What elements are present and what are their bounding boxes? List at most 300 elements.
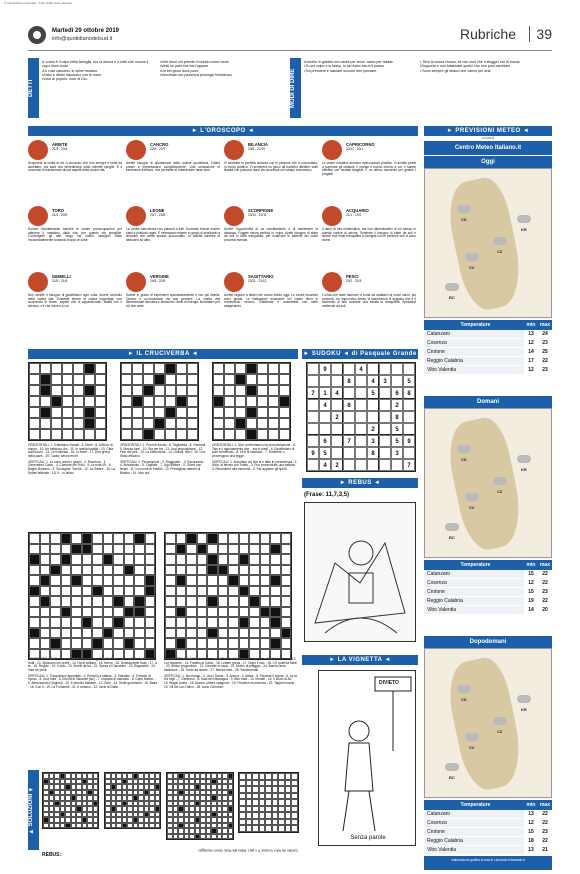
grid-cell	[224, 374, 235, 385]
grid-cell	[186, 607, 197, 618]
grid-cell	[176, 617, 187, 628]
grid-cell	[279, 418, 290, 429]
sudoku-cell	[307, 435, 319, 447]
grid-cell	[95, 407, 106, 418]
region-shape	[442, 174, 528, 314]
grid-cell	[257, 429, 268, 440]
sudoku-cell	[367, 399, 379, 411]
rebus-title: ► REBUS ◄	[302, 478, 418, 488]
sudoku-cell	[331, 363, 343, 375]
map-city-code: VV	[469, 745, 475, 750]
grid-cell	[92, 617, 103, 628]
grid-cell	[281, 607, 292, 618]
grid-cell	[92, 544, 103, 555]
grid-cell	[29, 385, 40, 396]
grid-cell	[124, 565, 135, 576]
grid-cell	[61, 544, 72, 555]
grid-cell	[95, 418, 106, 429]
grid-cell	[29, 363, 40, 374]
grid-cell	[84, 407, 95, 418]
sudoku-cell	[307, 423, 319, 435]
clues-orizzontali: ORIZZONTALI: 1. Grossa onda - 6. Ludovico dogelle - 11. Si ciane con i Coilasi - 12. Dolci frutti - 13. Spicuano nei profili - 14. Ha di solitaro - 15. Nemo - 16. Dinasta delle Isole - 17. A te - 18. Regole - 19. Il zolo - 20. Mobili da far - 22. Spesa di Giacobbe - 23. Raganelle - 24. Vale tre piedi.	[28, 657, 157, 673]
grid-cell	[71, 575, 82, 586]
grid-cell	[134, 533, 145, 544]
grid-cell	[82, 596, 93, 607]
grid-cell	[207, 533, 218, 544]
zodiac-icon	[224, 206, 244, 226]
grid-cell	[260, 638, 271, 649]
grid-cell	[40, 628, 51, 639]
grid-cell	[279, 396, 290, 407]
grid-cell	[50, 575, 61, 586]
region-shape	[442, 414, 528, 554]
grid-cell	[235, 407, 246, 418]
grid-cell	[186, 565, 197, 576]
grid-cell	[29, 586, 40, 597]
temperature-header	[424, 320, 552, 330]
detti-tab: DETTI	[28, 58, 39, 118]
temperature-header-cell: min	[526, 802, 536, 808]
grid-cell	[143, 418, 154, 429]
rebus-frase: (Frase: 11,7,3,5)	[304, 492, 350, 498]
grid-cell	[270, 575, 281, 586]
grid-cell	[113, 565, 124, 576]
grid-cell	[50, 617, 61, 628]
grid-cell	[113, 554, 124, 565]
grid-cell	[71, 533, 82, 544]
sudoku-cell	[307, 375, 319, 387]
grid-cell	[239, 607, 250, 618]
grid-cell	[143, 396, 154, 407]
grid-cell	[121, 418, 132, 429]
grid-cell	[260, 586, 271, 597]
grid-cell	[29, 565, 40, 576]
grid-cell	[270, 554, 281, 565]
sign-dates: 22/12 - 20/1	[346, 147, 364, 151]
temperature-header-cell: Temperature	[460, 562, 491, 568]
grid-cell	[260, 554, 271, 565]
grid-cell	[82, 617, 93, 628]
temperature-row	[424, 597, 552, 606]
sudoku-cell	[331, 375, 343, 387]
contact-email[interactable]: info@quotidianodelsud.it	[52, 36, 113, 42]
temperature-header	[424, 800, 552, 810]
grid-cell	[113, 628, 124, 639]
grid-cell	[270, 607, 281, 618]
clues-verticali: VERTICALI: 1. Trasportano appentati - 2. Pericolo a statica - 3. Stardato - 4. Periodo di riposo - 5. Una nota - 6. Erinna di Vacanze (sic) - 7. Imposto di mancato - 8. Dopo festivo - 9. Attrezzatura (Grigioni) - 10. Il vecchio Malawe - 12. Gelo - 14. Sedili gommanti - 16. Basa - 18. Con il - 19. La Fornarelli - 21. Il romano - 22. Inizio di Dalla.	[28, 673, 157, 689]
sudoku-cell: 5	[391, 435, 403, 447]
map-city-code: RC	[449, 775, 455, 780]
temperature-cell: 22	[538, 579, 552, 587]
cloud-icon	[457, 205, 471, 213]
sudoku-cell	[403, 423, 415, 435]
grid-cell	[40, 429, 51, 440]
sudoku-cell: 8	[403, 387, 415, 399]
sudoku-cell	[307, 399, 319, 411]
sign-name: BILANCIA	[248, 142, 269, 147]
grid-cell	[165, 628, 176, 639]
grid-cell	[218, 565, 229, 576]
grid-cell	[62, 374, 73, 385]
grid-cell	[165, 533, 176, 544]
cloud-icon	[493, 477, 507, 485]
grid-cell	[51, 363, 62, 374]
grid-cell	[270, 565, 281, 576]
temperature-cell: 17	[524, 357, 538, 365]
grid-cell	[113, 533, 124, 544]
grid-cell	[213, 407, 224, 418]
grid-cell	[281, 617, 292, 628]
sudoku-cell	[331, 435, 343, 447]
map-city-code: CZ	[497, 489, 503, 494]
map-city-code: VV	[469, 265, 475, 270]
grid-cell	[40, 575, 51, 586]
meteo-title: ► PREVISIONI METEO ◄	[424, 126, 552, 136]
temperature-cell: 14	[524, 348, 538, 356]
grid-cell	[95, 374, 106, 385]
grid-cell	[40, 607, 51, 618]
grid-cell	[92, 554, 103, 565]
oroscopo-section	[28, 140, 418, 340]
zodiac-icon	[322, 272, 342, 292]
clues-orizzontali: ORIZZONTALI: 1. Il fantasco Donati - 6. Nomi - 8. Articolo di donna - 10. Un bellicoso dio - 11. In quella località - 13. Città sull'Isonzo - 14. Le miniblast - 16. In mare - 17. Dea greca della pace - 19. Caoto, senza errori.	[28, 443, 113, 459]
grid-cell	[176, 638, 187, 649]
grid-cell	[143, 374, 154, 385]
grid-cell	[29, 533, 40, 544]
grid-cell	[246, 429, 257, 440]
sudoku-cell: 6	[319, 435, 331, 447]
grid-cell	[249, 565, 260, 576]
sudoku-cell	[391, 363, 403, 375]
grid-cell	[113, 575, 124, 586]
grid-cell	[268, 418, 279, 429]
temperature-cell: 23	[538, 366, 552, 374]
grid-cell	[29, 407, 40, 418]
cloud-icon	[445, 283, 459, 291]
grid-cell	[187, 385, 198, 396]
grid-cell	[228, 834, 234, 840]
grid-cell	[218, 554, 229, 565]
sudoku-cell	[355, 435, 367, 447]
grid-cell	[71, 607, 82, 618]
grid-cell	[124, 628, 135, 639]
temperature-header-cell: max	[539, 322, 550, 328]
sign-dates: 24/8 - 22/9	[150, 279, 166, 283]
grid-cell	[257, 363, 268, 374]
grid-cell	[186, 617, 197, 628]
zodiac-icon	[224, 272, 244, 292]
grid-cell	[228, 586, 239, 597]
grid-cell	[73, 396, 84, 407]
grid-cell	[103, 628, 114, 639]
sign-dates: 22/6 - 22/7	[150, 147, 166, 151]
grid-cell	[29, 544, 40, 555]
cloud-icon	[457, 445, 471, 453]
detti-col-1: •L'uomo è il capo della famiglia, ma la donna è il collo che muove il capo dove vuole. •Le rose cascano, le spine restano. •Zotici e villani discutono con le mani. •Voce di popolo, voce di Dio.	[42, 60, 149, 82]
grid-cell	[29, 596, 40, 607]
grid-cell	[176, 586, 187, 597]
cloud-icon	[465, 733, 479, 741]
grid-cell	[197, 596, 208, 607]
grid-cell	[124, 533, 135, 544]
grid-cell	[134, 607, 145, 618]
grid-cell	[145, 575, 156, 586]
temperature-row	[424, 819, 552, 828]
grid-cell	[197, 586, 208, 597]
temperature-cell: 22	[538, 837, 552, 845]
grid-cell	[50, 596, 61, 607]
grid-cell	[281, 575, 292, 586]
cloud-icon	[517, 215, 531, 223]
grid-cell	[246, 374, 257, 385]
grid-cell	[228, 533, 239, 544]
grid-cell	[92, 565, 103, 576]
meteo-footer: elaborazione grafica a cura di Leonardo Infomanio.it	[424, 856, 552, 870]
sign-text: Non sentite il bisogno di giustificarvi ogni volta. Avrete controllo della vostra vita. Dovreste tenere la vostra ingordigia, non scoprendo le tende, sapete che vi appassionate. Basta con il silenzio, c'è vita intorno a voi.	[28, 293, 122, 309]
grid-cell	[186, 586, 197, 597]
grid-cell	[132, 418, 143, 429]
grid-cell	[134, 617, 145, 628]
sign-text: Sarete in grado di esprimervi spontaneamente e con più libertà. Questo è un'occasione da non perdere. La vostra vita sentimentale dimostra e bilancerà i livelli di energia. Mostratevi per ciò che siete.	[126, 293, 220, 309]
sudoku-cell	[319, 375, 331, 387]
grid-cell	[84, 396, 95, 407]
grid-cell	[113, 638, 124, 649]
grid-cell	[176, 363, 187, 374]
grid-cell	[268, 396, 279, 407]
grid-cell	[197, 565, 208, 576]
grid-cell	[134, 638, 145, 649]
sudoku-cell: 5	[391, 423, 403, 435]
grid-cell	[218, 596, 229, 607]
sudoku-cell: 6	[391, 387, 403, 399]
grid-cell	[95, 385, 106, 396]
copyright-note: © riproduzione riservata - Tutti i diritti sono riservati	[4, 1, 72, 5]
crossword-grid	[164, 532, 292, 660]
zodiac-icon	[28, 272, 48, 292]
sign-dates: 21/3 - 20/4	[52, 147, 68, 151]
grid-cell	[239, 617, 250, 628]
sudoku-cell: 9	[319, 363, 331, 375]
grid-cell	[61, 554, 72, 565]
temperature-row	[424, 339, 552, 348]
grid-cell	[134, 586, 145, 597]
grid-cell	[124, 575, 135, 586]
grid-cell	[92, 607, 103, 618]
grid-cell	[154, 363, 165, 374]
grid-cell	[279, 407, 290, 418]
sudoku-cell	[379, 399, 391, 411]
oroscopo-title: ► L'OROSCOPO ◄	[28, 126, 418, 136]
grid-cell	[134, 628, 145, 639]
grid-cell	[121, 396, 132, 407]
forecast-day-label: Domani	[424, 396, 552, 408]
temperature-cell: 22	[538, 597, 552, 605]
temperature-cell: 18	[524, 837, 538, 845]
calabria-weather-map	[424, 408, 552, 558]
sudoku-cell	[391, 459, 403, 471]
grid-cell	[40, 363, 51, 374]
temperature-row	[424, 606, 552, 615]
sign-dates: 20/2 - 20/3	[346, 279, 362, 283]
rebus-illustration	[304, 502, 416, 642]
grid-cell	[270, 533, 281, 544]
grid-cell	[50, 565, 61, 576]
temperature-header-cell: max	[539, 802, 550, 808]
grid-cell	[121, 429, 132, 440]
grid-cell	[29, 617, 40, 628]
sudoku-cell: 2	[367, 423, 379, 435]
grid-cell	[143, 363, 154, 374]
grid-cell	[224, 407, 235, 418]
grid-cell	[61, 607, 72, 618]
sudoku-cell	[403, 411, 415, 423]
map-city-code: CZ	[497, 729, 503, 734]
calabria-weather-map	[424, 648, 552, 798]
temperature-cell: 20	[538, 606, 552, 614]
sign-name: TORO	[52, 208, 65, 213]
sign-dates: 21/4 - 20/5	[52, 213, 68, 217]
clues-orizzontali: ORIZZONTALI: 1. Ponti di Intuito - 6. Tagliatella - 8. Generali - 9. Mezza fune - 10. Sta per fra - 11. Una proposizione - 12. Fine del pes - 13. La bella elena - 14. Giolosi, felici - 15. Uno Stato africano.	[120, 443, 208, 459]
temperature-header-cell: max	[539, 562, 550, 568]
grid-cell	[176, 575, 187, 586]
grid-cell	[270, 638, 281, 649]
grid-cell	[228, 554, 239, 565]
grid-cell	[92, 586, 103, 597]
page-number: 39	[529, 26, 552, 42]
sudoku-cell	[343, 387, 355, 399]
zodiac-icon	[322, 140, 342, 160]
grid-cell	[73, 407, 84, 418]
grid-cell	[134, 554, 145, 565]
grid-cell	[61, 596, 72, 607]
sudoku-cell: 5	[367, 387, 379, 399]
grid-cell	[228, 617, 239, 628]
grid-cell	[103, 617, 114, 628]
forecast-day-label: Dopodomani	[424, 636, 552, 648]
grid-cell	[154, 385, 165, 396]
cloud-icon	[445, 523, 459, 531]
map-city-code: CZ	[497, 249, 503, 254]
grid-cell	[260, 544, 271, 555]
sudoku-cell	[391, 375, 403, 387]
grid-cell	[155, 823, 161, 829]
sudoku-cell	[355, 447, 367, 459]
grid-cell	[187, 429, 198, 440]
grid-cell	[281, 565, 292, 576]
grid-cell	[197, 628, 208, 639]
grid-cell	[165, 607, 176, 618]
grid-cell	[145, 596, 156, 607]
grid-cell	[270, 596, 281, 607]
grid-cell	[207, 544, 218, 555]
sudoku-cell	[379, 423, 391, 435]
grid-cell	[246, 363, 257, 374]
grid-cell	[29, 396, 40, 407]
grid-cell	[279, 374, 290, 385]
temperature-header-cell: Temperature	[460, 322, 491, 328]
grid-cell	[62, 363, 73, 374]
grid-cell	[249, 544, 260, 555]
grid-cell	[84, 429, 95, 440]
grid-cell	[71, 554, 82, 565]
sudoku-cell	[403, 399, 415, 411]
vignetta-title: ► LA VIGNETTA ◄	[302, 655, 418, 665]
map-city-code: KR	[521, 227, 527, 232]
sudoku-cell: 9	[307, 447, 319, 459]
temperature-table	[424, 800, 552, 855]
temperature-cell: Cosenza	[424, 339, 524, 347]
temperature-cell: Cosenza	[424, 819, 524, 827]
grid-cell	[197, 617, 208, 628]
sudoku-cell	[343, 423, 355, 435]
sudoku-cell: 2	[331, 459, 343, 471]
grid-cell	[29, 429, 40, 440]
grid-cell	[197, 607, 208, 618]
sudoku-cell: 8	[391, 411, 403, 423]
sudoku-cell	[343, 447, 355, 459]
grid-cell	[257, 407, 268, 418]
map-city-code: KR	[521, 707, 527, 712]
grid-cell	[268, 363, 279, 374]
sudoku-cell: 7	[307, 387, 319, 399]
grid-cell	[186, 575, 197, 586]
sign-name: CANCRO	[150, 142, 169, 147]
grid-cell	[124, 596, 135, 607]
grid-cell	[260, 575, 271, 586]
grid-cell	[73, 363, 84, 374]
grid-cell	[71, 628, 82, 639]
temperature-cell: 12	[524, 339, 538, 347]
grid-cell	[40, 385, 51, 396]
grid-cell	[103, 533, 114, 544]
grid-cell	[186, 554, 197, 565]
calabria-weather-map	[424, 168, 552, 318]
temperature-header-cell: Temperature	[460, 802, 491, 808]
grid-cell	[187, 407, 198, 418]
grid-cell	[281, 628, 292, 639]
sign-name: ARIETE	[52, 142, 68, 147]
temperature-cell: 24	[538, 330, 552, 338]
temperature-cell: Crotone	[424, 588, 524, 596]
sudoku-cell	[367, 363, 379, 375]
grid-cell	[51, 374, 62, 385]
grid-cell	[113, 586, 124, 597]
sign-text: L'onda che state facendo vi invita ad adattarvi ai nuovi valori, più profondi. Un improvviso senso di stanchezza vi segnala che è il momento di fare scarrare una serata in tranquillità, riposatevi mettendo da soli.	[322, 293, 416, 309]
grid-cell	[218, 533, 229, 544]
grid-cell	[40, 396, 51, 407]
grid-cell	[29, 554, 40, 565]
grid-cell	[93, 823, 99, 829]
sudoku-cell	[343, 363, 355, 375]
grid-cell	[124, 638, 135, 649]
grid-cell	[249, 628, 260, 639]
sign-name: CAPRICORNO	[346, 142, 375, 147]
grid-cell	[103, 554, 114, 565]
grid-cell	[165, 385, 176, 396]
crossword-grid	[120, 362, 199, 441]
temperature-cell: 13	[524, 846, 538, 854]
temperature-cell: Reggio Calabria	[424, 597, 524, 605]
grid-cell	[29, 575, 40, 586]
grid-cell	[246, 385, 257, 396]
grid-cell	[73, 418, 84, 429]
sign-text: Vi sentirete in perfetta sintonia con le persone che vi circondano, in modo positivo. Vi sembrerà un gioco da bambini riflettere sulle finalità che possono darvi più sicurezza nel campo economico.	[224, 161, 318, 173]
temperature-row	[424, 588, 552, 597]
grid-cell	[224, 385, 235, 396]
grid-cell	[40, 374, 51, 385]
temperature-cell: 22	[538, 357, 552, 365]
grid-cell	[249, 575, 260, 586]
